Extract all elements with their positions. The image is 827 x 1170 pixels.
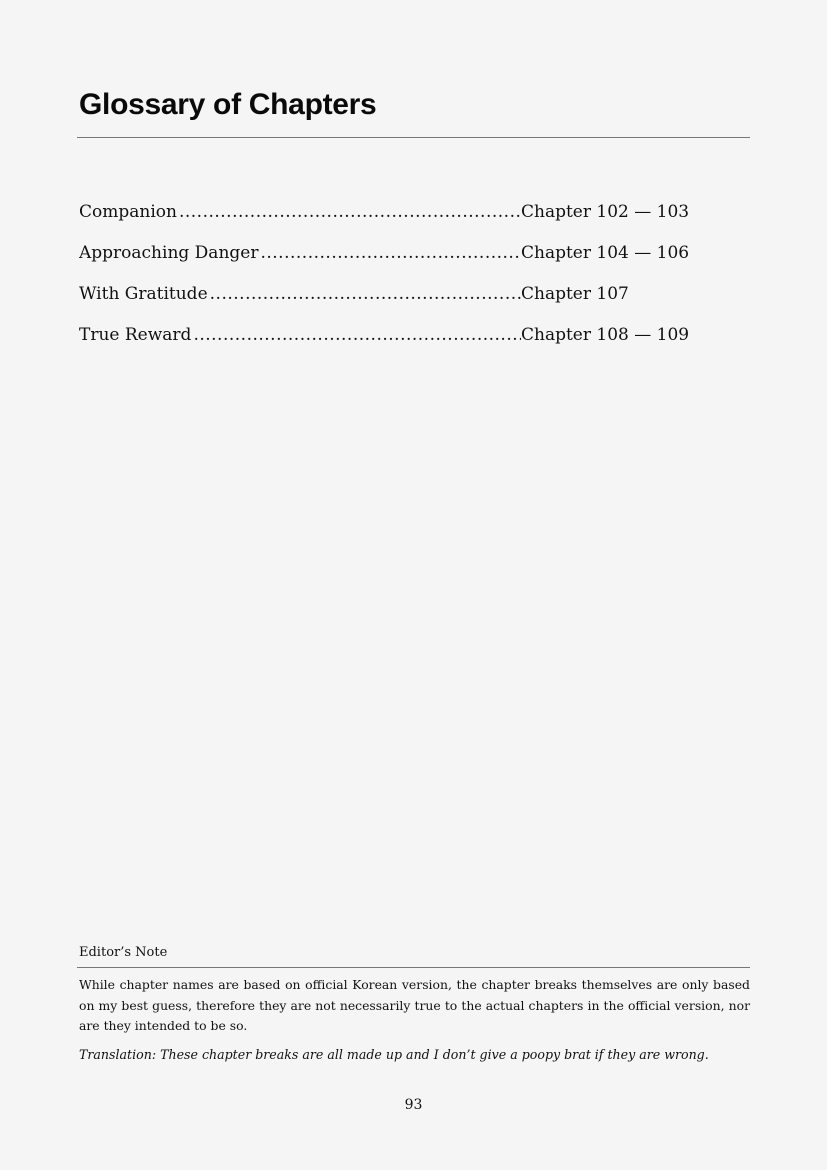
toc-entry-chapters: Chapter 107 xyxy=(521,284,629,304)
toc-entry-companion xyxy=(79,202,699,243)
editors-note-body: While chapter names are based on official Korean version, the chapter breaks themselves are only based on my best guess, therefore they are not necessarily true to the actual chapters in the official version, nor are they intended to be so. xyxy=(79,977,750,1033)
toc-entry-chapters: Chapter 102 — 103 xyxy=(521,202,690,222)
page-title: Glossary of Chapters xyxy=(79,88,377,121)
toc-leader-dots xyxy=(193,325,521,345)
toc-entry-with-gratitude xyxy=(79,284,699,325)
page-number: 93 xyxy=(404,1097,423,1113)
toc-entry-approaching-danger xyxy=(79,243,699,284)
toc-leader-dots xyxy=(179,202,521,222)
toc-entry-name: Approaching Danger xyxy=(79,243,259,263)
toc-leader-dots xyxy=(260,243,521,263)
editors-note-divider xyxy=(77,967,750,968)
editors-note-heading: Editor’s Note xyxy=(79,945,168,960)
table-of-contents xyxy=(79,202,699,366)
title-divider xyxy=(77,137,750,138)
toc-entry-name: True Reward xyxy=(79,325,192,345)
toc-entry-true-reward xyxy=(79,325,699,366)
toc-entry-name: Companion xyxy=(79,202,177,222)
toc-entry-name: With Gratitude xyxy=(79,284,208,304)
toc-entry-chapters: Chapter 104 — 106 xyxy=(521,243,690,263)
toc-leader-dots xyxy=(210,284,521,304)
toc-entry-chapters: Chapter 108 — 109 xyxy=(521,325,690,345)
editors-note-translation: Translation: These chapter breaks are all made up and I don’t give a poopy brat if they are wrong. xyxy=(79,1047,709,1062)
